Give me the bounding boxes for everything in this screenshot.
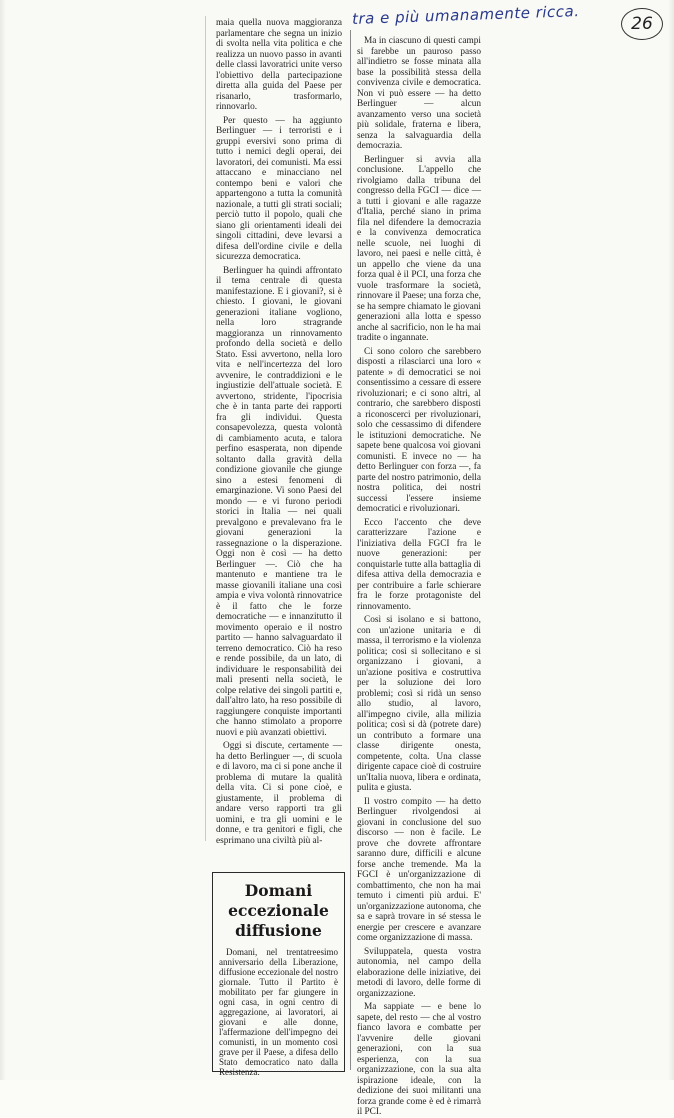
handwritten-annotation: tra e più umanamente ricca. <box>351 2 580 28</box>
scan-edge-left <box>0 0 6 1080</box>
scan-edge-right <box>668 0 674 1080</box>
left-text-column <box>216 18 342 846</box>
paragraph: Berlinguer ha quindi affrontato il tema centrale di questa manifestazione. E i giovani?, si è chiesto. I giovani, le giovani generazioni italiane vogliono, nella loro stragrande maggioranza un rinnovamento profondo della società e dello Stato. Essi avvertono, nella loro vita e nell'incertezza del loro avvenire, le contraddizioni e le ingiustizie dell'attuale società. E avvertono, stridente, l'ipocrisia che è in tanta parte dei rapporti fra gli individui. Questa consapevolezza, questa volontà di cambiamento acuta, e talora perfino esasperata, non dipende soltanto dalla gravità della condizione giovanile che giunge sino a estesi fenomeni di emarginazione. Vi sono Paesi del mondo — e vi furono periodi storici in Italia — nei quali prevalgono e prevalevano fra le giovani generazioni la rassegnazione o la disperazione. Oggi non è così — ha detto Berlinguer —. Ciò che ha mantenuto e mantiene tra le masse giovanili italiane una così ampia e viva volontà rinnovatrice è il fatto che le forze democratiche — e innanzitutto il movimento operaio e il nostro partito — hanno salvaguardato il terreno democratico. Ciò ha reso e rende possibile, da un lato, di individuare le responsabilità dei mali presenti nella società, le colpe relative dei singoli partiti e, dall'altro lato, ha reso possibile di raggiungere conquiste importanti che hanno stimolato a proporre nuovi e più avanzati obiettivi. <box>216 265 342 738</box>
left-margin-rule <box>205 16 206 841</box>
paragraph: Berlinguer si avvia alla conclusione. L'appello che rivolgiamo dalla tribuna del congresso della FGCI — dice — a tutti i giovani e alle ragazze d'Italia, perché siano in prima fila nel difendere la democrazia e la convivenza democratica nelle scuole, nei luoghi di lavoro, nei paesi e nelle città, è un appello che viene da una forza qual è il PCI, una forza che vuole trasformare la società, rinnovare il Paese; una forza che, se ha sempre chiamato le giovani generazioni alla lotta e spesso anche al sacrificio, non le ha mai tradite o ingannate. <box>357 154 481 343</box>
paragraph: Per questo — ha aggiunto Berlinguer — i terroristi e i gruppi eversivi sono prima di tutto i nemici degli operai, dei lavoratori, dei comunisti. Ma essi attaccano e minacciano nel contempo beni e valori che appartengono a tutta la comunità nazionale, a tutti gli strati sociali; perciò tutto il popolo, quali che siano gli orientamenti ideali dei singoli cittadini, deve levarsi a difesa dell'ordine civile e della sicurezza democratica. <box>216 115 342 262</box>
column-divider <box>350 30 351 1070</box>
right-text-column <box>357 36 481 1117</box>
paragraph: Ma in ciascuno di questi campi si farebbe un pauroso passo all'indietro se fosse minata alla base la possibilità stessa della convivenza civile e democratica. Non vi può essere — ha detto Berlinguer — alcun avanzamento verso una società più solidale, fraterna e libera, senza la salvaguardia della democrazia. <box>357 36 481 151</box>
paragraph: maia quella nuova maggioranza parlamentare che segna un inizio di svolta nella vita politica e che realizza un nuovo passo in avanti delle classi lavoratrici unite verso l'obiettivo della partecipazione diretta alla guida del Paese per risanarlo, trasformarlo, rinnovarlo. <box>216 18 342 112</box>
paragraph: Ecco l'accento che deve caratterizzare l'azione e l'iniziativa della FGCI fra le nuove generazioni: per conquistarle tutte alla battaglia di difesa attiva della democrazia e per contribuire a farle schierare fra le forze protagoniste del rinnovamento. <box>357 517 481 612</box>
paragraph: Ci sono coloro che sarebbero disposti a rilasciarci una loro « patente » di democratici se noi consentissimo a cessare di essere rivoluzionari; e ci sono altri, al contrario, che sarebbero disposti a riconoscerci per rivoluzionari, solo che cessassimo di difendere le istituzioni democratiche. Ne sapete bene qualcosa voi giovani comunisti. E invece no — ha detto Berlinguer con forza —, fa parte del nostro patrimonio, della nostra politica, dei nostri successi l'essere insieme democratici e rivoluzionari. <box>357 346 481 514</box>
paragraph: Il vostro compito — ha detto Berlinguer rivolgendosi ai giovani in conclusione del suo discorso — non è facile. Le prove che dovrete affrontare saranno dure, difficili e alcune forse anche tremende. Ma la FGCI è un'organizzazione di combattimento, che non ha mai temuto i cimenti più ardui. E' un'organizzazione autonoma, che sa e saprà trovare in sé stessa le energie per crescere e avanzare come organizzazione di massa. <box>357 796 481 943</box>
announcement-title: Domani eccezionale diffusione <box>228 881 329 940</box>
circled-page-number: 26 <box>621 8 663 40</box>
announcement-body: Domani, nel trentatreesimo anniversario della Liberazione, diffusione eccezionale del nostro giornale. Tutto il Partito è mobilitato per far giungere in ogni casa, in ogni centro di aggregazione, ai lavoratori, ai giovani e alle donne, l'affermazione dell'impegno dei comunisti, in un momento così grave per il Paese, a difesa dello Stato democratico nato dalla Resistenza. <box>219 947 338 1077</box>
announcement-box <box>212 872 345 1077</box>
paragraph: Ma sappiate — e bene lo sapete, del resto — che al vostro fianco lavora e combatte per l'avvenire delle giovani generazioni, con la sua esperienza, con la sua organizzazione, con la sua alta ispirazione ideale, con la dedizione dei suoi militanti una forza grande come è ed è rimarrà il PCI. <box>357 1002 481 1117</box>
paragraph: Oggi si discute, certamente — ha detto Berlinguer —, di scuola e di lavoro, ma ci si pone anche il problema di mutare la qualità della vita. Ci si pone cioè, e giustamente, il problema di andare verso rapporti tra gli uomini, e tra gli uomini e le donne, e tra genitori e figli, che esprimano una civiltà più al- <box>216 741 342 846</box>
paragraph: Così si isolano e si battono, con un'azione unitaria e di massa, il terrorismo e la violenza politica; così si sollecitano e si organizzano i giovani, a un'azione positiva e costruttiva per la soluzione dei loro problemi; così si ridà un senso allo studio, al lavoro, all'impegno civile, alla milizia politica; così si dà (potrete dare) un contributo a formare una classe dirigente onesta, competente, colta. Una classe dirigente capace cioè di costruire un'Italia nuova, libera e ordinata, pulita e giusta. <box>357 615 481 793</box>
paragraph: Sviluppatela, questa vostra autonomia, nel campo della elaborazione delle iniziative, dei metodi di lavoro, delle forme di organizzazione. <box>357 946 481 999</box>
